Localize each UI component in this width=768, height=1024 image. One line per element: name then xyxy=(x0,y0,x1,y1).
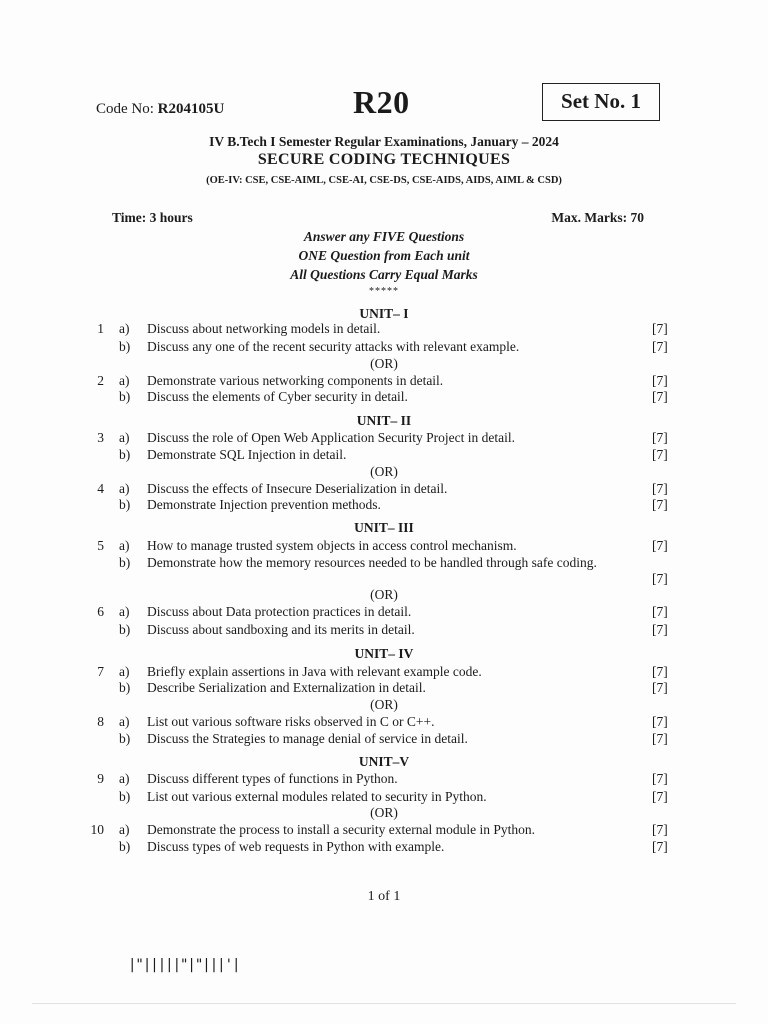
part-label: b) xyxy=(119,622,131,637)
question-text: Discuss any one of the recent security attacks with relevant example. xyxy=(147,339,520,354)
part-label: a) xyxy=(119,771,130,786)
exam-time: Time: 3 hours xyxy=(112,210,193,225)
instruction-line-1: Answer any FIVE Questions xyxy=(303,229,465,244)
question-marks: [7] xyxy=(652,373,668,388)
part-label: b) xyxy=(119,447,131,462)
code-number xyxy=(96,101,224,118)
question-text: Demonstrate the process to install a security external module in Python. xyxy=(147,822,536,837)
question-number: 9 xyxy=(97,771,104,786)
question-marks: [7] xyxy=(652,447,668,462)
part-label: a) xyxy=(119,714,130,729)
question-marks: [7] xyxy=(652,714,668,729)
page-number: 1 of 1 xyxy=(367,889,401,904)
question-marks: [7] xyxy=(652,571,668,586)
question-text: Briefly explain assertions in Java with relevant example code. xyxy=(147,664,482,679)
code-label: Code No: xyxy=(96,101,154,117)
question-text: List out various external modules related to security in Python. xyxy=(147,789,487,804)
unit-3-heading: UNIT– III xyxy=(354,520,414,535)
part-label: a) xyxy=(119,481,130,496)
instruction-line-2: ONE Question from Each unit xyxy=(298,248,470,263)
question-number: 4 xyxy=(97,481,104,496)
question-marks: [7] xyxy=(652,538,668,553)
question-number: 10 xyxy=(90,822,104,837)
question-text: Discuss the elements of Cyber security in detail. xyxy=(147,389,408,404)
bottom-divider xyxy=(32,1003,736,1004)
question-marks: [7] xyxy=(652,839,668,854)
or-separator: (OR) xyxy=(370,697,398,712)
part-label: a) xyxy=(119,321,130,336)
part-label: a) xyxy=(119,538,130,553)
unit-1-heading: UNIT– I xyxy=(359,306,409,321)
unit-5-heading: UNIT–V xyxy=(358,754,410,769)
part-label: b) xyxy=(119,497,131,512)
question-text: Demonstrate how the memory resources needed to be handled through safe coding. xyxy=(147,555,597,570)
question-text: Describe Serialization and Externalization in detail. xyxy=(147,680,426,695)
question-number: 2 xyxy=(97,373,104,388)
question-text: List out various software risks observed in C or C++. xyxy=(147,714,435,729)
question-marks: [7] xyxy=(652,789,668,804)
question-marks: [7] xyxy=(652,389,668,404)
unit-2-heading: UNIT– II xyxy=(356,413,412,428)
question-marks: [7] xyxy=(652,497,668,512)
question-number: 3 xyxy=(97,430,104,445)
part-label: a) xyxy=(119,430,130,445)
question-text: Discuss the effects of Insecure Deserialization in detail. xyxy=(147,481,448,496)
subject-title: SECURE CODING TECHNIQUES xyxy=(257,151,511,168)
exam-title: IV B.Tech I Semester Regular Examinations, January – 2024 xyxy=(209,134,559,149)
question-text: Demonstrate various networking components in detail. xyxy=(147,373,444,388)
question-number: 1 xyxy=(97,321,104,336)
question-marks: [7] xyxy=(652,731,668,746)
part-label: b) xyxy=(119,389,131,404)
question-text: Discuss the Strategies to manage denial of service in detail. xyxy=(147,731,468,746)
question-number: 7 xyxy=(97,664,104,679)
question-text: Discuss about sandboxing and its merits in detail. xyxy=(147,622,415,637)
set-number-box: Set No. 1 xyxy=(542,83,660,121)
or-separator: (OR) xyxy=(370,805,398,820)
or-separator: (OR) xyxy=(370,464,398,479)
part-label: b) xyxy=(119,839,131,854)
regulation-label: R20 xyxy=(353,84,410,120)
question-text: Discuss types of web requests in Python with example. xyxy=(147,839,445,854)
part-label: a) xyxy=(119,604,130,619)
question-marks: [7] xyxy=(652,481,668,496)
part-label: b) xyxy=(119,680,131,695)
or-separator: (OR) xyxy=(370,587,398,602)
question-marks: [7] xyxy=(652,822,668,837)
question-marks: [7] xyxy=(652,680,668,695)
code-value: R204105U xyxy=(157,101,225,117)
max-marks: Max. Marks: 70 xyxy=(551,210,644,225)
question-text: Discuss about networking models in detail. xyxy=(147,321,381,336)
question-marks: [7] xyxy=(652,430,668,445)
part-label: b) xyxy=(119,339,131,354)
part-label: a) xyxy=(119,373,130,388)
question-marks: [7] xyxy=(652,339,668,354)
part-label: b) xyxy=(119,555,131,570)
question-number: 8 xyxy=(97,714,104,729)
part-label: a) xyxy=(119,822,130,837)
question-text: Discuss the role of Open Web Application Security Project in detail. xyxy=(147,430,515,445)
unit-4-heading: UNIT– IV xyxy=(354,646,414,661)
question-marks: [7] xyxy=(652,321,668,336)
question-marks: [7] xyxy=(652,664,668,679)
question-text: Discuss different types of functions in Python. xyxy=(147,771,398,786)
question-number: 6 xyxy=(97,604,104,619)
or-separator: (OR) xyxy=(370,356,398,371)
question-number: 5 xyxy=(97,538,104,553)
question-text: Demonstrate Injection prevention methods. xyxy=(147,497,381,512)
stars-divider: ***** xyxy=(369,286,399,297)
question-text: Demonstrate SQL Injection in detail. xyxy=(147,447,347,462)
question-text: Discuss about Data protection practices in detail. xyxy=(147,604,412,619)
question-marks: [7] xyxy=(652,771,668,786)
question-text: How to manage trusted system objects in access control mechanism. xyxy=(147,538,517,553)
question-marks: [7] xyxy=(652,604,668,619)
instruction-line-3: All Questions Carry Equal Marks xyxy=(290,267,478,282)
branches-line: (OE-IV: CSE, CSE-AIML, CSE-AI, CSE-DS, CSE-AIDS, AIDS, AIML & CSD) xyxy=(206,175,562,186)
part-label: b) xyxy=(119,789,131,804)
part-label: a) xyxy=(119,664,130,679)
part-label: b) xyxy=(119,731,131,746)
question-marks: [7] xyxy=(652,622,668,637)
barcode: |"|||||"|"|||'| xyxy=(128,957,240,973)
